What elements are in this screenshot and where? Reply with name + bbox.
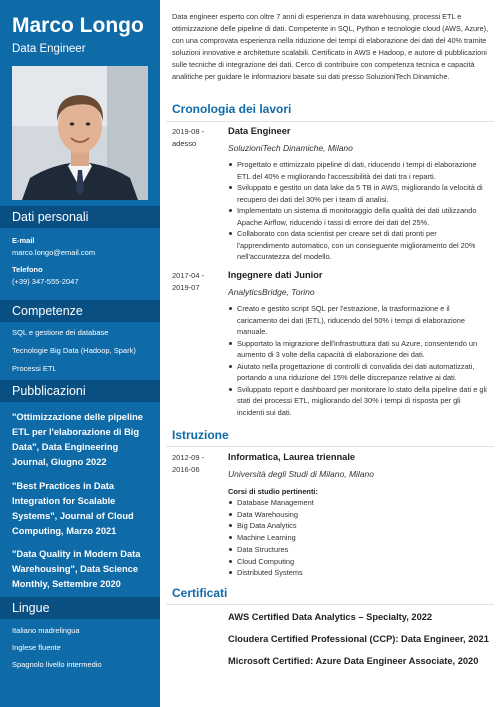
section-divider (166, 604, 494, 605)
certificate-item: Microsoft Certified: Azure Data Engineer Associate, 2020 (228, 656, 479, 666)
sidebar (0, 0, 160, 707)
courses-list (228, 497, 314, 579)
certificate-item: AWS Certified Data Analytics – Specialty, 2022 (228, 612, 433, 622)
education-heading: Istruzione (172, 428, 229, 442)
course-item: Distributed Systems (228, 567, 314, 579)
profile-photo-illustration (12, 66, 148, 200)
job-bullets (228, 159, 488, 263)
phone-value[interactable]: (+39) 347-555-2047 (12, 277, 79, 286)
personal-info-heading: Dati personali (0, 206, 160, 228)
job-bullet: Collaborato con data scientist per creare set di dati pronti per l'apprendimento automatico, con un conseguente miglioramento del 20% nell'accuratezza del modello. (228, 228, 488, 263)
course-item: Database Management (228, 497, 314, 509)
course-item: Cloud Computing (228, 556, 314, 568)
candidate-name: Marco Longo (12, 14, 144, 37)
job-bullets (228, 303, 488, 418)
skills-heading: Competenze (0, 300, 160, 322)
course-item: Data Structures (228, 544, 314, 556)
publication-item: "Data Quality in Modern Data Warehousing", Data Science Monthly, Settembre 2020 (12, 549, 141, 589)
email-value[interactable]: marco.longo@email.com (12, 248, 96, 257)
certificate-item: Cloudera Certified Professional (CCP): Data Engineer, 2021 (228, 634, 489, 644)
job-bullet: Progettato e ottimizzato pipeline di dati, riducendo i tempi di elaborazione ETL del 40% e migliorando l'accessibilità dei dati tra i reparti. (228, 159, 488, 182)
job-dates: 2017-04 - 2019-07 (172, 271, 205, 292)
language-item: Spagnolo livello intermedio (12, 660, 102, 669)
job-title: Data Engineer (228, 126, 291, 136)
course-item: Machine Learning (228, 532, 314, 544)
skill-item: Tecnologie Big Data (Hadoop, Spark) (12, 346, 136, 355)
job-bullet: Sviluppato report e dashboard per monitorare lo stato della pipeline dati e gli stati dei processi ETL, migliorando del 30% i tempi di risposta per gli incidenti sui dati. (228, 384, 488, 419)
publication-item: "Ottimizzazione delle pipeline ETL per l'elaborazione di Big Data", Data Engineering Journal, Giugno 2022 (12, 412, 143, 467)
languages-heading: Lingue (0, 597, 160, 619)
job-bullet: Implementato un sistema di monitoraggio della qualità dei dati utilizzando Apache Airflow, riducendo i tassi di errore dei dati del 25%. (228, 205, 488, 228)
professional-summary: Data engineer esperto con oltre 7 anni di esperienza in data warehousing, processi ETL e ottimizzazione delle pipeline di dati. Competente in SQL, Python e tecnologie cloud (AWS, Azure), con una comprovata esperienza nella riduzione dei tempi di elaborazione dei dati del 40% tramite soluzioni innovative e architetture scalabili. Certificato in AWS e Hadoop, e autore di pubblicazioni sulle tecniche di integrazione dei dati. Cerco di contribuire con competenza tecnica e capacità analitiche per guidare le informazioni basate sui dati presso SoluzioniTech Dinamiche. (172, 12, 489, 81)
profile-photo (12, 66, 148, 200)
language-item: Italiano madrelingua (12, 626, 80, 635)
education-dates: 2012-09 - 2016-06 (172, 453, 205, 474)
publications-heading: Pubblicazioni (0, 380, 160, 402)
courses-label: Corsi di studio pertinenti: (228, 487, 318, 496)
job-bullet: Creato e gestito script SQL per l'estrazione, la trasformazione e il caricamento dei dati (ETL), riducendo del 50% i tempi di elaborazione manuale. (228, 303, 488, 338)
education-degree: Informatica, Laurea triennale (228, 452, 356, 462)
job-bullet: Supportato la migrazione dell'infrastruttura dati su Azure, consentendo un aumento di 3 volte della capacità di elaborazione dei dati. (228, 338, 488, 361)
course-item: Big Data Analytics (228, 520, 314, 532)
language-item: Inglese fluente (12, 643, 61, 652)
email-label: E-mail (12, 236, 35, 245)
job-dates: 2019-08 - adesso (172, 127, 205, 148)
skill-item: Processi ETL (12, 364, 57, 373)
job-company: AnalyticsBridge, Torino (228, 287, 315, 297)
section-divider (166, 446, 494, 447)
certificates-heading: Certificati (172, 586, 228, 600)
course-item: Data Warehousing (228, 509, 314, 521)
work-history-heading: Cronologia dei lavori (172, 102, 292, 116)
candidate-title: Data Engineer (12, 43, 86, 55)
job-bullet: Sviluppato e gestito un data lake da 5 TB in AWS, migliorando la velocità di recupero dei dati del 30% per i team di analisi. (228, 182, 488, 205)
job-title: Ingegnere dati Junior (228, 270, 323, 280)
phone-label: Telefono (12, 265, 43, 274)
publication-item: "Best Practices in Data Integration for Scalable Systems", Journal of Cloud Computing, Marzo 2021 (12, 481, 134, 536)
skill-item: SQL e gestione dei database (12, 328, 109, 337)
job-company: SoluzioniTech Dinamiche, Milano (228, 143, 353, 153)
job-bullet: Aiutato nella progettazione di controlli di convalida dei dati automatizzati, portando a una riduzione del 15% delle discrepanze relative ai dati. (228, 361, 488, 384)
section-divider (166, 121, 494, 122)
education-school: Università degli Studi di Milano, Milano (228, 469, 374, 479)
